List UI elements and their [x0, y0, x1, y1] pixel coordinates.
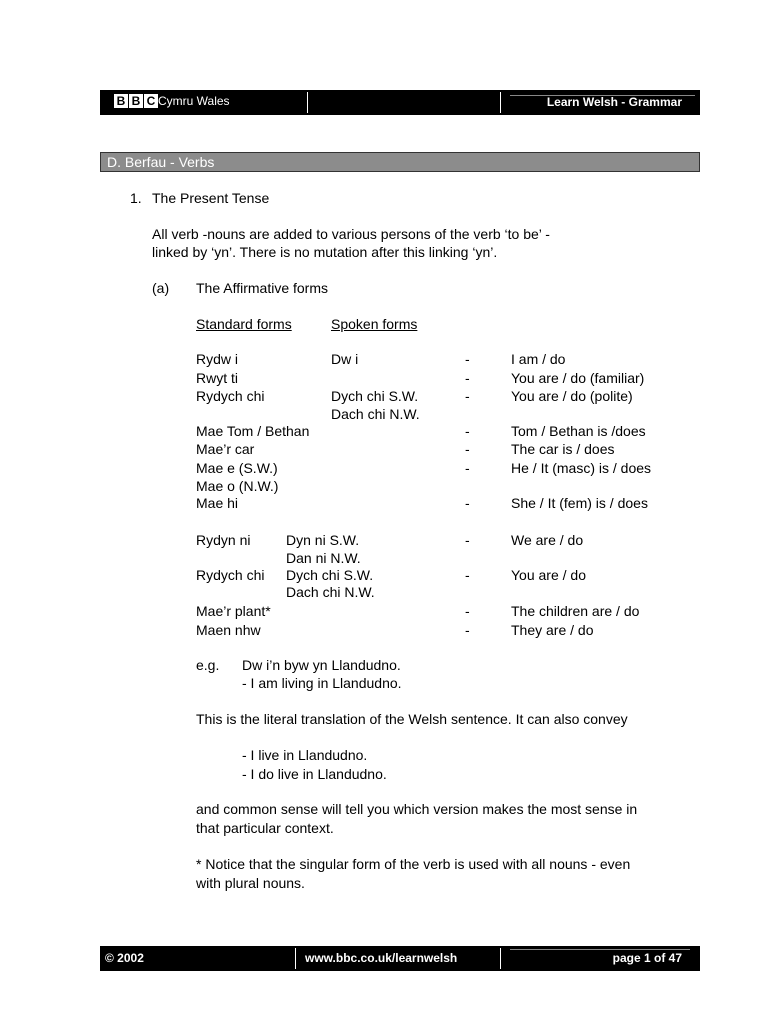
english-translation: You are / do (polite) — [511, 388, 633, 404]
english-translation: He / It (masc) is / does — [511, 460, 652, 476]
dash: - — [465, 495, 470, 511]
column-header-standard: Standard forms — [196, 316, 292, 332]
standard-form: Rydyn ni — [196, 532, 251, 548]
literal-note: This is the literal translation of the Welsh sentence. It can also convey — [196, 711, 628, 727]
footer-divider — [500, 948, 501, 969]
standard-form: Rwyt ti — [196, 370, 238, 386]
dash: - — [465, 460, 470, 476]
example-english: - I am living in Llandudno. — [242, 675, 402, 691]
page-number: page 1 of 47 — [612, 951, 682, 965]
header-title: Learn Welsh - Grammar — [546, 95, 682, 109]
spoken-form: Dw i — [331, 351, 359, 367]
dash: - — [465, 370, 470, 386]
standard-form: Mae’r car — [196, 441, 255, 457]
footer-url-link[interactable]: www.bbc.co.uk/learnwelsh — [305, 951, 458, 965]
english-translation: I am / do — [511, 351, 566, 367]
spoken-form: Dach chi N.W. — [331, 406, 420, 422]
dash: - — [465, 351, 470, 367]
standard-form: Rydw i — [196, 351, 239, 367]
column-header-spoken: Spoken forms — [331, 316, 418, 332]
english-translation: She / It (fem) is / does — [511, 495, 648, 511]
english-translation: The children are / do — [511, 603, 640, 619]
subsection-title: The Present Tense — [152, 190, 270, 206]
bbc-logo-b2: B — [129, 94, 143, 108]
dash: - — [465, 567, 470, 583]
standard-form: Maen nhw — [196, 622, 261, 638]
intro-line: All verb -nouns are added to various persons of the verb ‘to be’ - — [152, 226, 550, 242]
bbc-logo-b1: B — [114, 94, 128, 108]
standard-form: Mae Tom / Bethan — [196, 423, 310, 439]
english-translation: Tom / Bethan is /does — [511, 423, 646, 439]
dash: - — [465, 441, 470, 457]
standard-form: Mae’r plant* — [196, 603, 271, 619]
spoken-form: Dach chi N.W. — [286, 584, 375, 600]
dash: - — [465, 388, 470, 404]
dash: - — [465, 423, 470, 439]
spoken-form: Dan ni N.W. — [286, 550, 361, 566]
footer-bar — [100, 946, 700, 971]
header-bar — [100, 90, 700, 115]
standard-form: Mae o (N.W.) — [196, 478, 279, 494]
common-sense-line: and common sense will tell you which version makes the most sense in — [196, 801, 638, 817]
dash: - — [465, 622, 470, 638]
footer-divider — [295, 948, 296, 969]
copyright: © 2002 — [105, 951, 144, 965]
english-translation: They are / do — [511, 622, 594, 638]
notice-line: * Notice that the singular form of the verb is used with all nouns - even — [196, 856, 631, 872]
section-bar — [100, 152, 700, 172]
dash: - — [465, 532, 470, 548]
notice-line: with plural nouns. — [196, 875, 305, 891]
part-label: (a) — [152, 280, 170, 296]
subsection-number: 1. — [130, 190, 142, 206]
spoken-form: Dych chi S.W. — [331, 388, 419, 404]
section-title: D. Berfau - Verbs — [107, 154, 215, 170]
example-welsh: Dw i’n byw yn Llandudno. — [242, 657, 401, 673]
spoken-form: Dych chi S.W. — [286, 567, 374, 583]
brand-name: Cymru Wales — [158, 94, 230, 108]
standard-form: Rydych chi — [196, 388, 265, 404]
header-divider — [307, 92, 308, 113]
dash: - — [465, 603, 470, 619]
alternative-translation: - I live in Llandudno. — [242, 747, 368, 763]
spoken-form: Dyn ni S.W. — [286, 532, 360, 548]
part-title: The Affirmative forms — [196, 280, 329, 296]
standard-form: Mae hi — [196, 495, 239, 511]
common-sense-line: that particular context. — [196, 820, 334, 836]
english-translation: The car is / does — [511, 441, 615, 457]
header-divider — [500, 92, 501, 113]
bbc-logo-c: C — [144, 94, 158, 108]
intro-line: linked by ‘yn’. There is no mutation after this linking ‘yn’. — [152, 244, 498, 260]
english-translation: You are / do (familiar) — [511, 370, 645, 386]
example-label: e.g. — [196, 657, 220, 673]
alternative-translation: - I do live in Llandudno. — [242, 766, 387, 782]
standard-form: Rydych chi — [196, 567, 265, 583]
standard-form: Mae e (S.W.) — [196, 460, 278, 476]
english-translation: You are / do — [511, 567, 586, 583]
english-translation: We are / do — [511, 532, 584, 548]
